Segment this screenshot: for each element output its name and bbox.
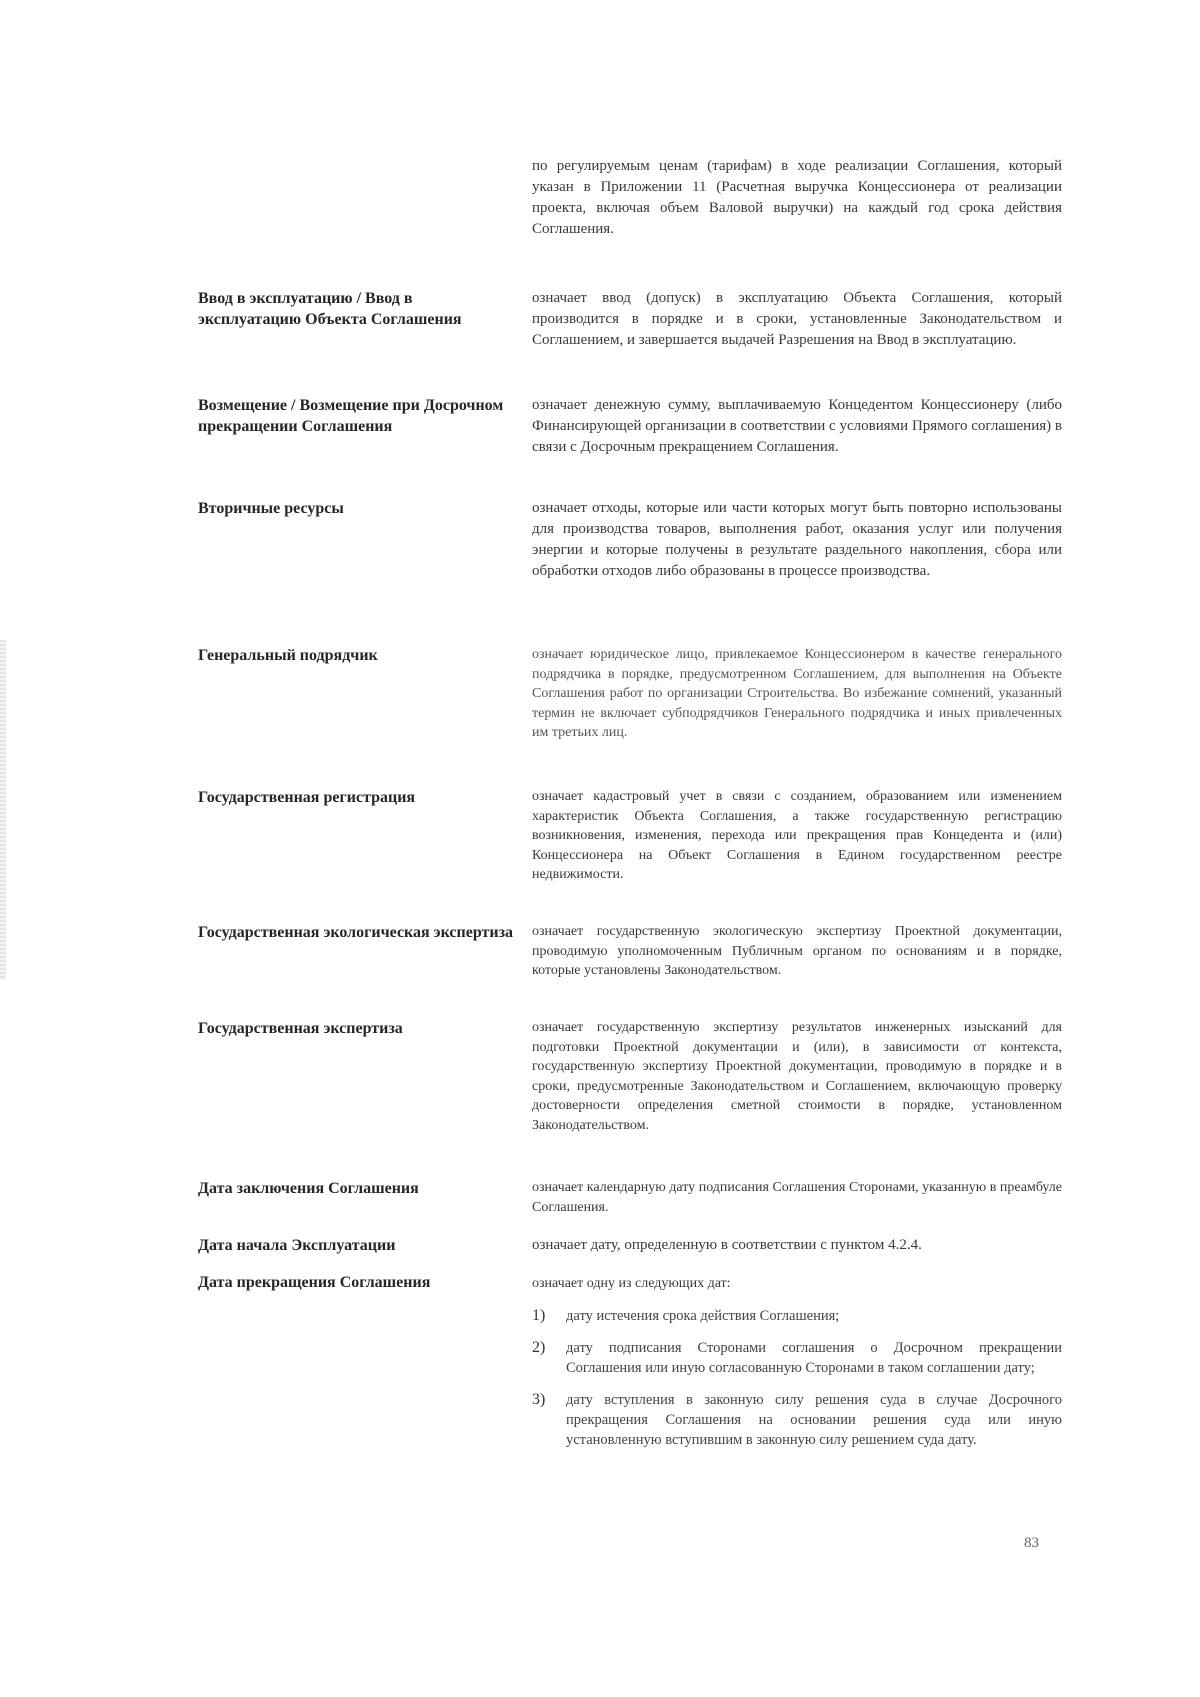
term-label: Ввод в эксплуатацию / Ввод в эксплуатацию Объекта Соглашения: [198, 290, 462, 328]
definition-text: означает ввод (допуск) в эксплуатацию Объекта Соглашения, который производится в порядке и в сроки, установленные Законодательством и Соглашением, и завершается выдачей Разрешения на Ввод в эксплуатацию.: [532, 290, 1062, 348]
list-item: [532, 1390, 1062, 1450]
term-label: Вторичные ресурсы: [198, 500, 344, 517]
list-item-text: дату подписания Сторонами соглашения о Досрочном прекращении Соглашения или иную согласованную Сторонами в таком соглашении дату;: [566, 1340, 1062, 1376]
definition-text: означает государственную экспертизу результатов инженерных изысканий для подготовки Проектной документации и (или), в зависимости от контекста, государственную экспертизу Проектной документации, проводимую в порядке и в сроки, предусмотренные Законодательством и Соглашением, включающую проверку достоверности определения сметной стоимости в порядке, установленном Законодательством.: [532, 1020, 1062, 1133]
definition-text: означает государственную экологическую экспертизу Проектной документации, проводимую уполномоченным Публичным органом по основаниям и в порядке, которые установлены Законодательством.: [532, 924, 1062, 979]
list-item-text: дату истечения срока действия Соглашения;: [566, 1308, 840, 1324]
term-label: Государственная экологическая экспертиза: [198, 924, 514, 941]
list-item-number: 3): [532, 1391, 546, 1408]
definition-text: означает кадастровый учет в связи с созданием, образованием или изменением характеристик Объекта Соглашения, а также государственную регистрацию возникновения, изменения, перехода или прекращения прав Концедента и (или) Концессионера на Объект Соглашения в Едином государственном реестре недвижимости.: [532, 789, 1062, 883]
term-label: Дата начала Эксплуатации: [198, 1237, 396, 1254]
definition-text: означает дату, определенную в соответствии с пунктом 4.2.4.: [532, 1237, 922, 1253]
definition-text: означает одну из следующих дат:: [532, 1276, 731, 1291]
page-number: 83: [1024, 1535, 1039, 1551]
term-label: Дата прекращения Соглашения: [198, 1274, 431, 1291]
term-label: Государственная экспертиза: [198, 1020, 403, 1037]
definition-text: означает денежную сумму, выплачиваемую Концедентом Концессионеру (либо Финансирующей организации в соответствии с условиями Прямого соглашения) в связи с Досрочным прекращением Соглашения.: [532, 397, 1062, 455]
list-item-text: дату вступления в законную силу решения суда в случае Досрочного прекращения Соглашения на основании решения суда или иную установленную вступившим в законную силу решением суда дату.: [566, 1392, 1062, 1448]
list-item-number: 1): [532, 1307, 546, 1324]
definition-text: означает отходы, которые или части которых могут быть повторно использованы для производства товаров, выполнения работ, оказания услуг или получения энергии и которые получены в результате раздельного накопления, сбора или обработки отходов либо образованы в процессе производства.: [532, 500, 1062, 579]
termination-dates-list: [532, 1306, 1062, 1462]
term-label: Дата заключения Соглашения: [198, 1180, 419, 1197]
intro-paragraph: по регулируемым ценам (тарифам) в ходе реализации Соглашения, который указан в Приложении 11 (Расчетная выручка Концессионера от реализации проекта, включая объем Валовой выручки) на каждый год срока действия Соглашения.: [532, 158, 1062, 237]
term-label: Возмещение / Возмещение при Досрочном прекращении Соглашения: [198, 397, 504, 435]
definition-text: означает календарную дату подписания Соглашения Сторонами, указанную в преамбуле Соглашения.: [532, 1180, 1062, 1215]
term-label: Государственная регистрация: [198, 789, 416, 806]
list-item: [532, 1338, 1062, 1378]
list-item: [532, 1306, 1062, 1326]
term-label: Генеральный подрядчик: [198, 647, 378, 664]
list-item-number: 2): [532, 1339, 546, 1356]
definition-text: означает юридическое лицо, привлекаемое Концессионером в качестве генерального подрядчика в порядке, предусмотренном Соглашением, для выполнения на Объекте Соглашения работ по организации Строительства. Во избежание сомнений, указанный термин не включает субподрядчиков Генерального подрядчика и иных привлеченных им третьих лиц.: [532, 647, 1062, 741]
